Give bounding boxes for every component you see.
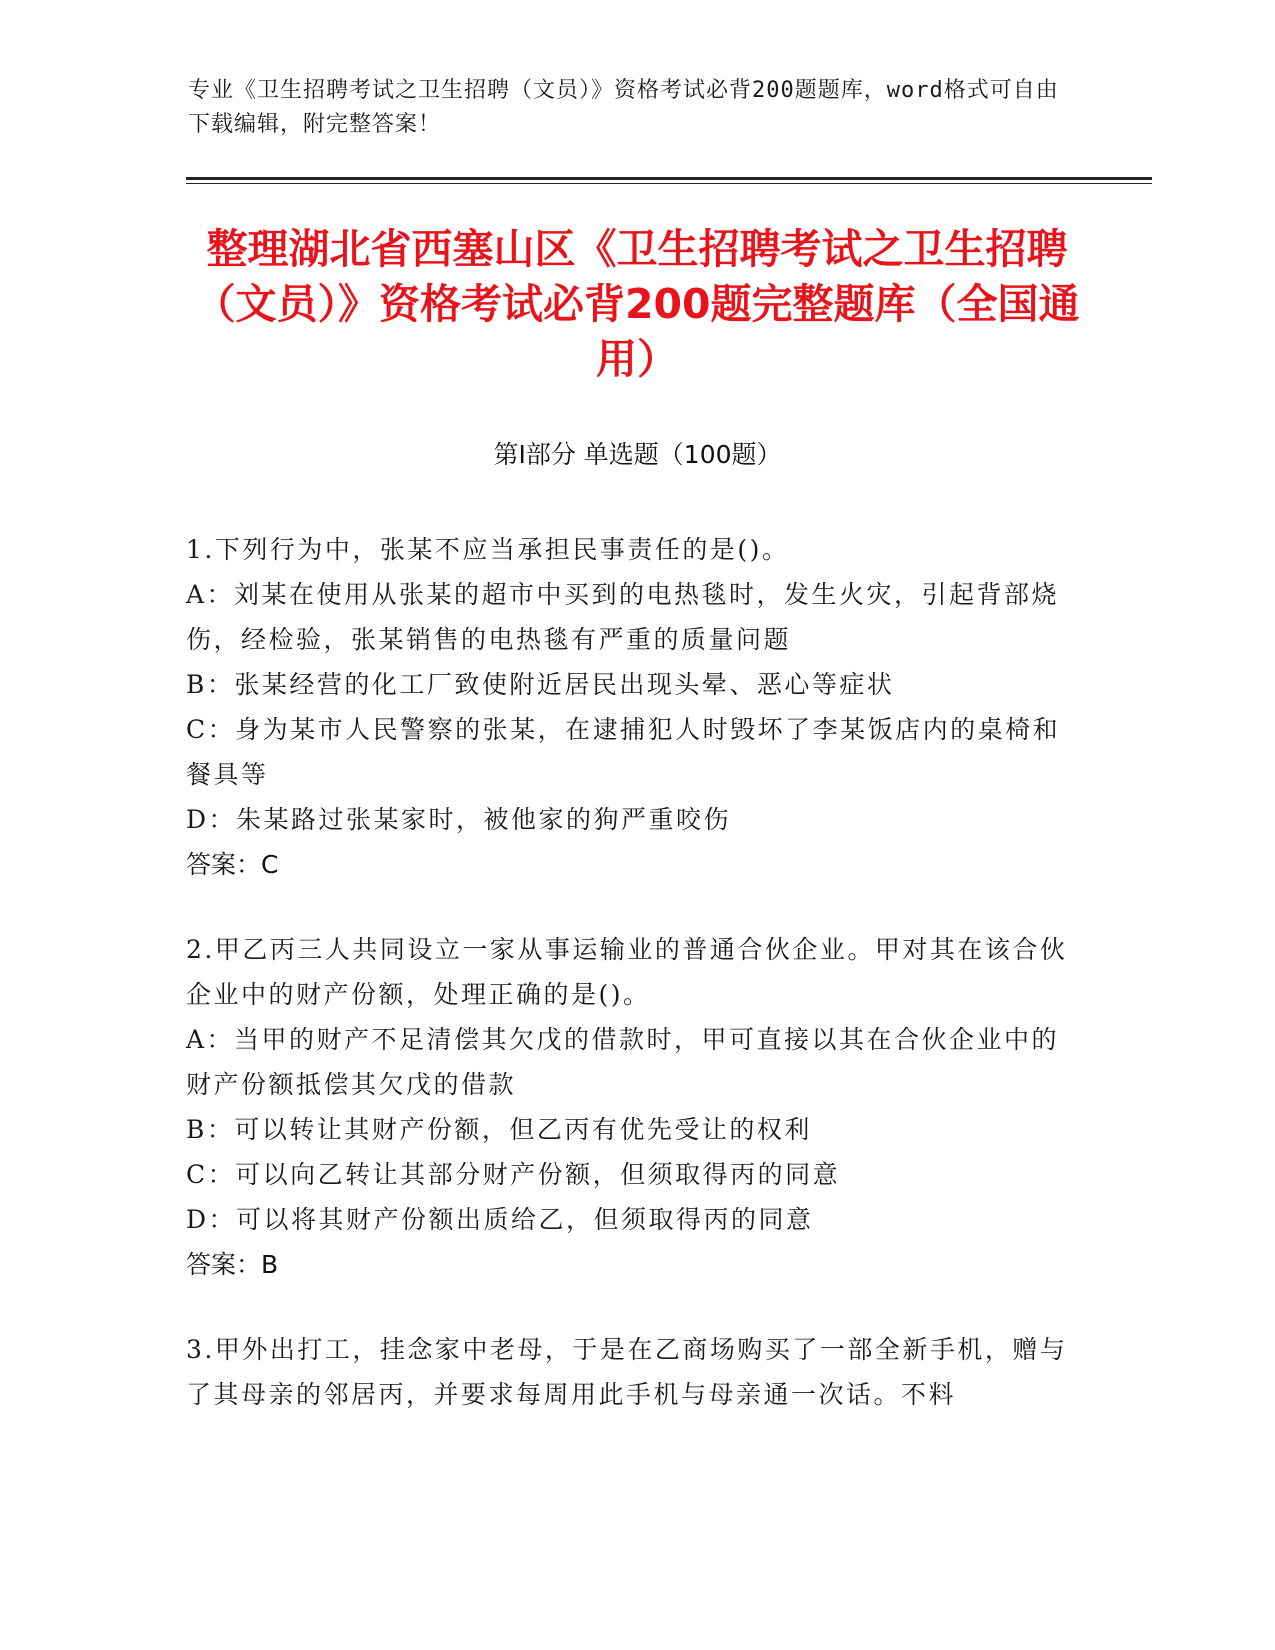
header-divider-thin [186, 183, 1152, 184]
question-2 [186, 927, 1086, 1287]
section-heading: 第Ⅰ部分 单选题（100题） [493, 440, 782, 469]
option-b: B：张某经营的化工厂致使附近居民出现头晕、恶心等症状 [186, 670, 895, 699]
option-a: A：刘某在使用从张某的超市中买到的电热毯时，发生火灾，引起背部烧伤，经检验，张某销售的电热毯有严重的质量问题 [186, 580, 1060, 654]
option-c: C：身为某市人民警察的张某，在逮捕犯人时毁坏了李某饭店内的桌椅和餐具等 [186, 715, 1061, 789]
question-1 [186, 527, 1086, 887]
question-stem: 2.甲乙丙三人共同设立一家从事运输业的普通合伙企业。甲对其在该合伙企业中的财产份额，处理正确的是()。 [186, 935, 1068, 1009]
option-c: C：可以向乙转让其部分财产份额，但须取得丙的同意 [186, 1160, 841, 1189]
option-d: D：朱某路过张某家时，被他家的狗严重咬伤 [186, 805, 732, 834]
option-d: D：可以将其财产份额出质给乙，但须取得丙的同意 [186, 1205, 814, 1234]
option-b: B：可以转让其财产份额，但乙丙有优先受让的权利 [186, 1115, 812, 1144]
option-a: A：当甲的财产不足清偿其欠戊的借款时，甲可直接以其在合伙企业中的财产份额抵偿其欠戊的借款 [186, 1025, 1060, 1099]
question-stem: 1.下列行为中，张某不应当承担民事责任的是()。 [186, 535, 790, 564]
document-title: 整理湖北省西塞山区《卫生招聘考试之卫生招聘（文员）》资格考试必背200题完整题库（全国通用） [194, 225, 1080, 383]
header-note: 专业《卫生招聘考试之卫生招聘（文员）》资格考试必背200题题库，word格式可自由下载编辑，附完整答案！ [188, 78, 1059, 137]
question-stem: 3.甲外出打工，挂念家中老母，于是在乙商场购买了一部全新手机，赠与了其母亲的邻居丙，并要求每周用此手机与母亲通一次话。不料 [186, 1335, 1068, 1409]
answer-line: 答案：B [186, 1250, 279, 1279]
question-list [186, 527, 1086, 1457]
question-3 [186, 1327, 1086, 1417]
answer-line: 答案：C [186, 850, 279, 879]
header-divider [186, 177, 1152, 180]
